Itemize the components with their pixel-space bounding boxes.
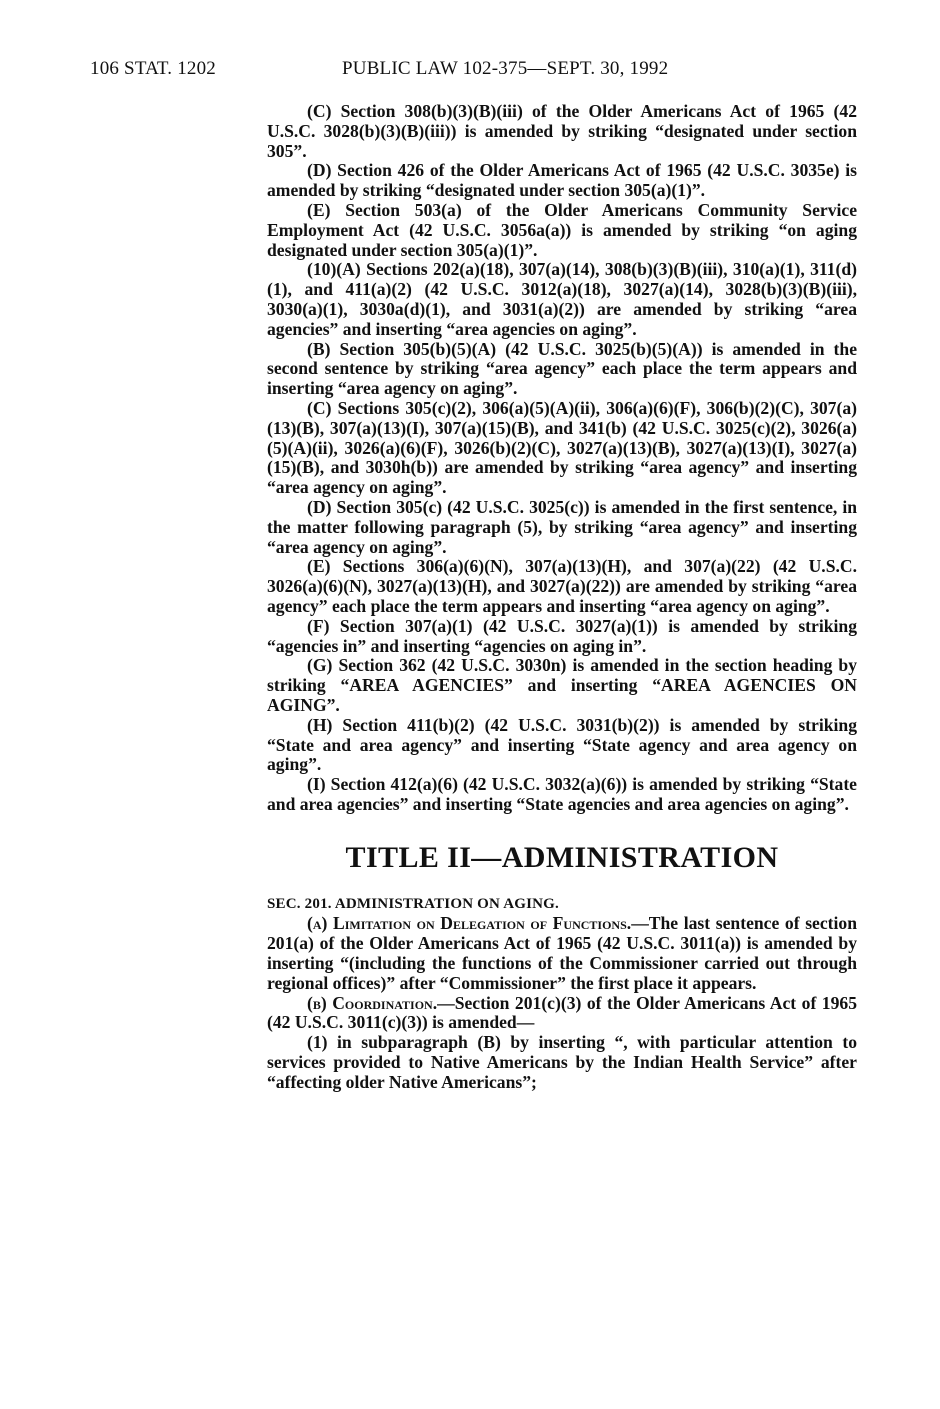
document-body (267, 102, 857, 1093)
paragraph-10g: (G) Section 362 (42 U.S.C. 3030n) is amended in the section heading by striking “AREA AGENCIES” and inserting “AREA AGENCIES ON AGING”. (267, 655, 857, 715)
paragraph-c-308: (C) Section 308(b)(3)(B)(iii) of the Older Americans Act of 1965 (42 U.S.C. 3028(b)(3)(B)(iii)) is amended by striking “designated under section 305”. (267, 101, 857, 161)
paragraph-d-426: (D) Section 426 of the Older Americans Act of 1965 (42 U.S.C. 3035e) is amended by striking “designated under section 305(a)(1)”. (267, 160, 857, 201)
paragraph-10e: (E) Sections 306(a)(6)(N), 307(a)(13)(H), and 307(a)(22) (42 U.S.C. 3026(a)(6)(N), 3027(a)(13)(H), and 3027(a)(22)) are amended by striking “area agency” each place the term appears and inserting “area agency on aging”. (267, 556, 857, 616)
subsection-b (267, 994, 857, 1034)
paragraph-10d: (D) Section 305(c) (42 U.S.C. 3025(c)) is amended in the first sentence, in the matter following paragraph (5), by striking “area agency” and inserting “area agency on aging”. (267, 496, 857, 557)
subsection-a (267, 914, 857, 993)
paragraph-10i: (I) Section 412(a)(6) (42 U.S.C. 3032(a)(6)) is amended by striking “State and area agencies” and inserting “State agencies and area agencies on aging”. (267, 774, 857, 814)
section-heading: SEC. 201. ADMINISTRATION ON AGING. (267, 895, 559, 912)
public-law-citation: PUBLIC LAW 102-375—SEPT. 30, 1992 (342, 58, 669, 79)
subsection-a-text: —The last sentence of section 201(a) of the Older Americans Act of 1965 (42 U.S.C. 3011(a)) is amended by inserting “(including the functions of the Commissioner carried out through regional offices)” after “Commissioner” the first place it appears. (267, 913, 857, 993)
statute-page-number: 106 STAT. 1202 (90, 58, 217, 79)
paragraph-e-503: (E) Section 503(a) of the Older Americans Community Service Employment Act (42 U.S.C. 3056a(a)) is amended by striking “on aging designated under section 305(a)(1)”. (267, 199, 857, 260)
subsection-a-label: (a) Limitation on Delegation of Functions. (307, 913, 632, 934)
subsection-b-label: (b) Coordination. (307, 992, 438, 1013)
paragraph-b1: (1) in subparagraph (B) by inserting “, with particular attention to services provided to Native Americans by the Indian Health Service” after “affecting older Native Americans”; (267, 1032, 857, 1092)
paragraph-10f: (F) Section 307(a)(1) (42 U.S.C. 3027(a)(1)) is amended by striking “agencies in” and inserting “agencies on aging in”. (267, 615, 857, 656)
paragraph-10a: (10)(A) Sections 202(a)(18), 307(a)(14), 308(b)(3)(B)(iii), 310(a)(1), 311(d)(1), and 411(a)(2) (42 U.S.C. 3012(a)(18), 3027(a)(14), 3028(b)(3)(B)(iii), 3030(a)(1), 3030a(d)(1), and 3031(a)(2)) are amended by striking “area agencies” and inserting “area agencies on aging”. (267, 259, 857, 339)
title-heading: TITLE II—ADMINISTRATION (345, 840, 779, 874)
paragraph-10b: (B) Section 305(b)(5)(A) (42 U.S.C. 3025(b)(5)(A)) is amended in the second sentence by striking “area agency” each place the term appears and inserting “area agency on aging”. (267, 338, 857, 399)
paragraph-10h: (H) Section 411(b)(2) (42 U.S.C. 3031(b)(2)) is amended by striking “State and area agency” and inserting “State agency and area agency on aging”. (267, 714, 857, 775)
subsection-b-text: —Section 201(c)(3) of the Older Americans Act of 1965 (42 U.S.C. 3011(c)(3)) is amended— (267, 992, 857, 1033)
paragraph-10c: (C) Sections 305(c)(2), 306(a)(5)(A)(ii), 306(a)(6)(F), 306(b)(2)(C), 307(a)(13)(B), 307(a)(13)(I), 307(a)(15)(B), and 341(b) (42 U.S.C. 3025(c)(2), 3026(a)(5)(A)(ii), 3026(a)(6)(F), 3026(b)(2)(C), 3027(a)(13)(B), 3027(a)(13)(I), 3027(a)(15)(B), and 3030h(b)) are amended by striking “area agency” and inserting “area agency on aging”. (267, 397, 857, 498)
